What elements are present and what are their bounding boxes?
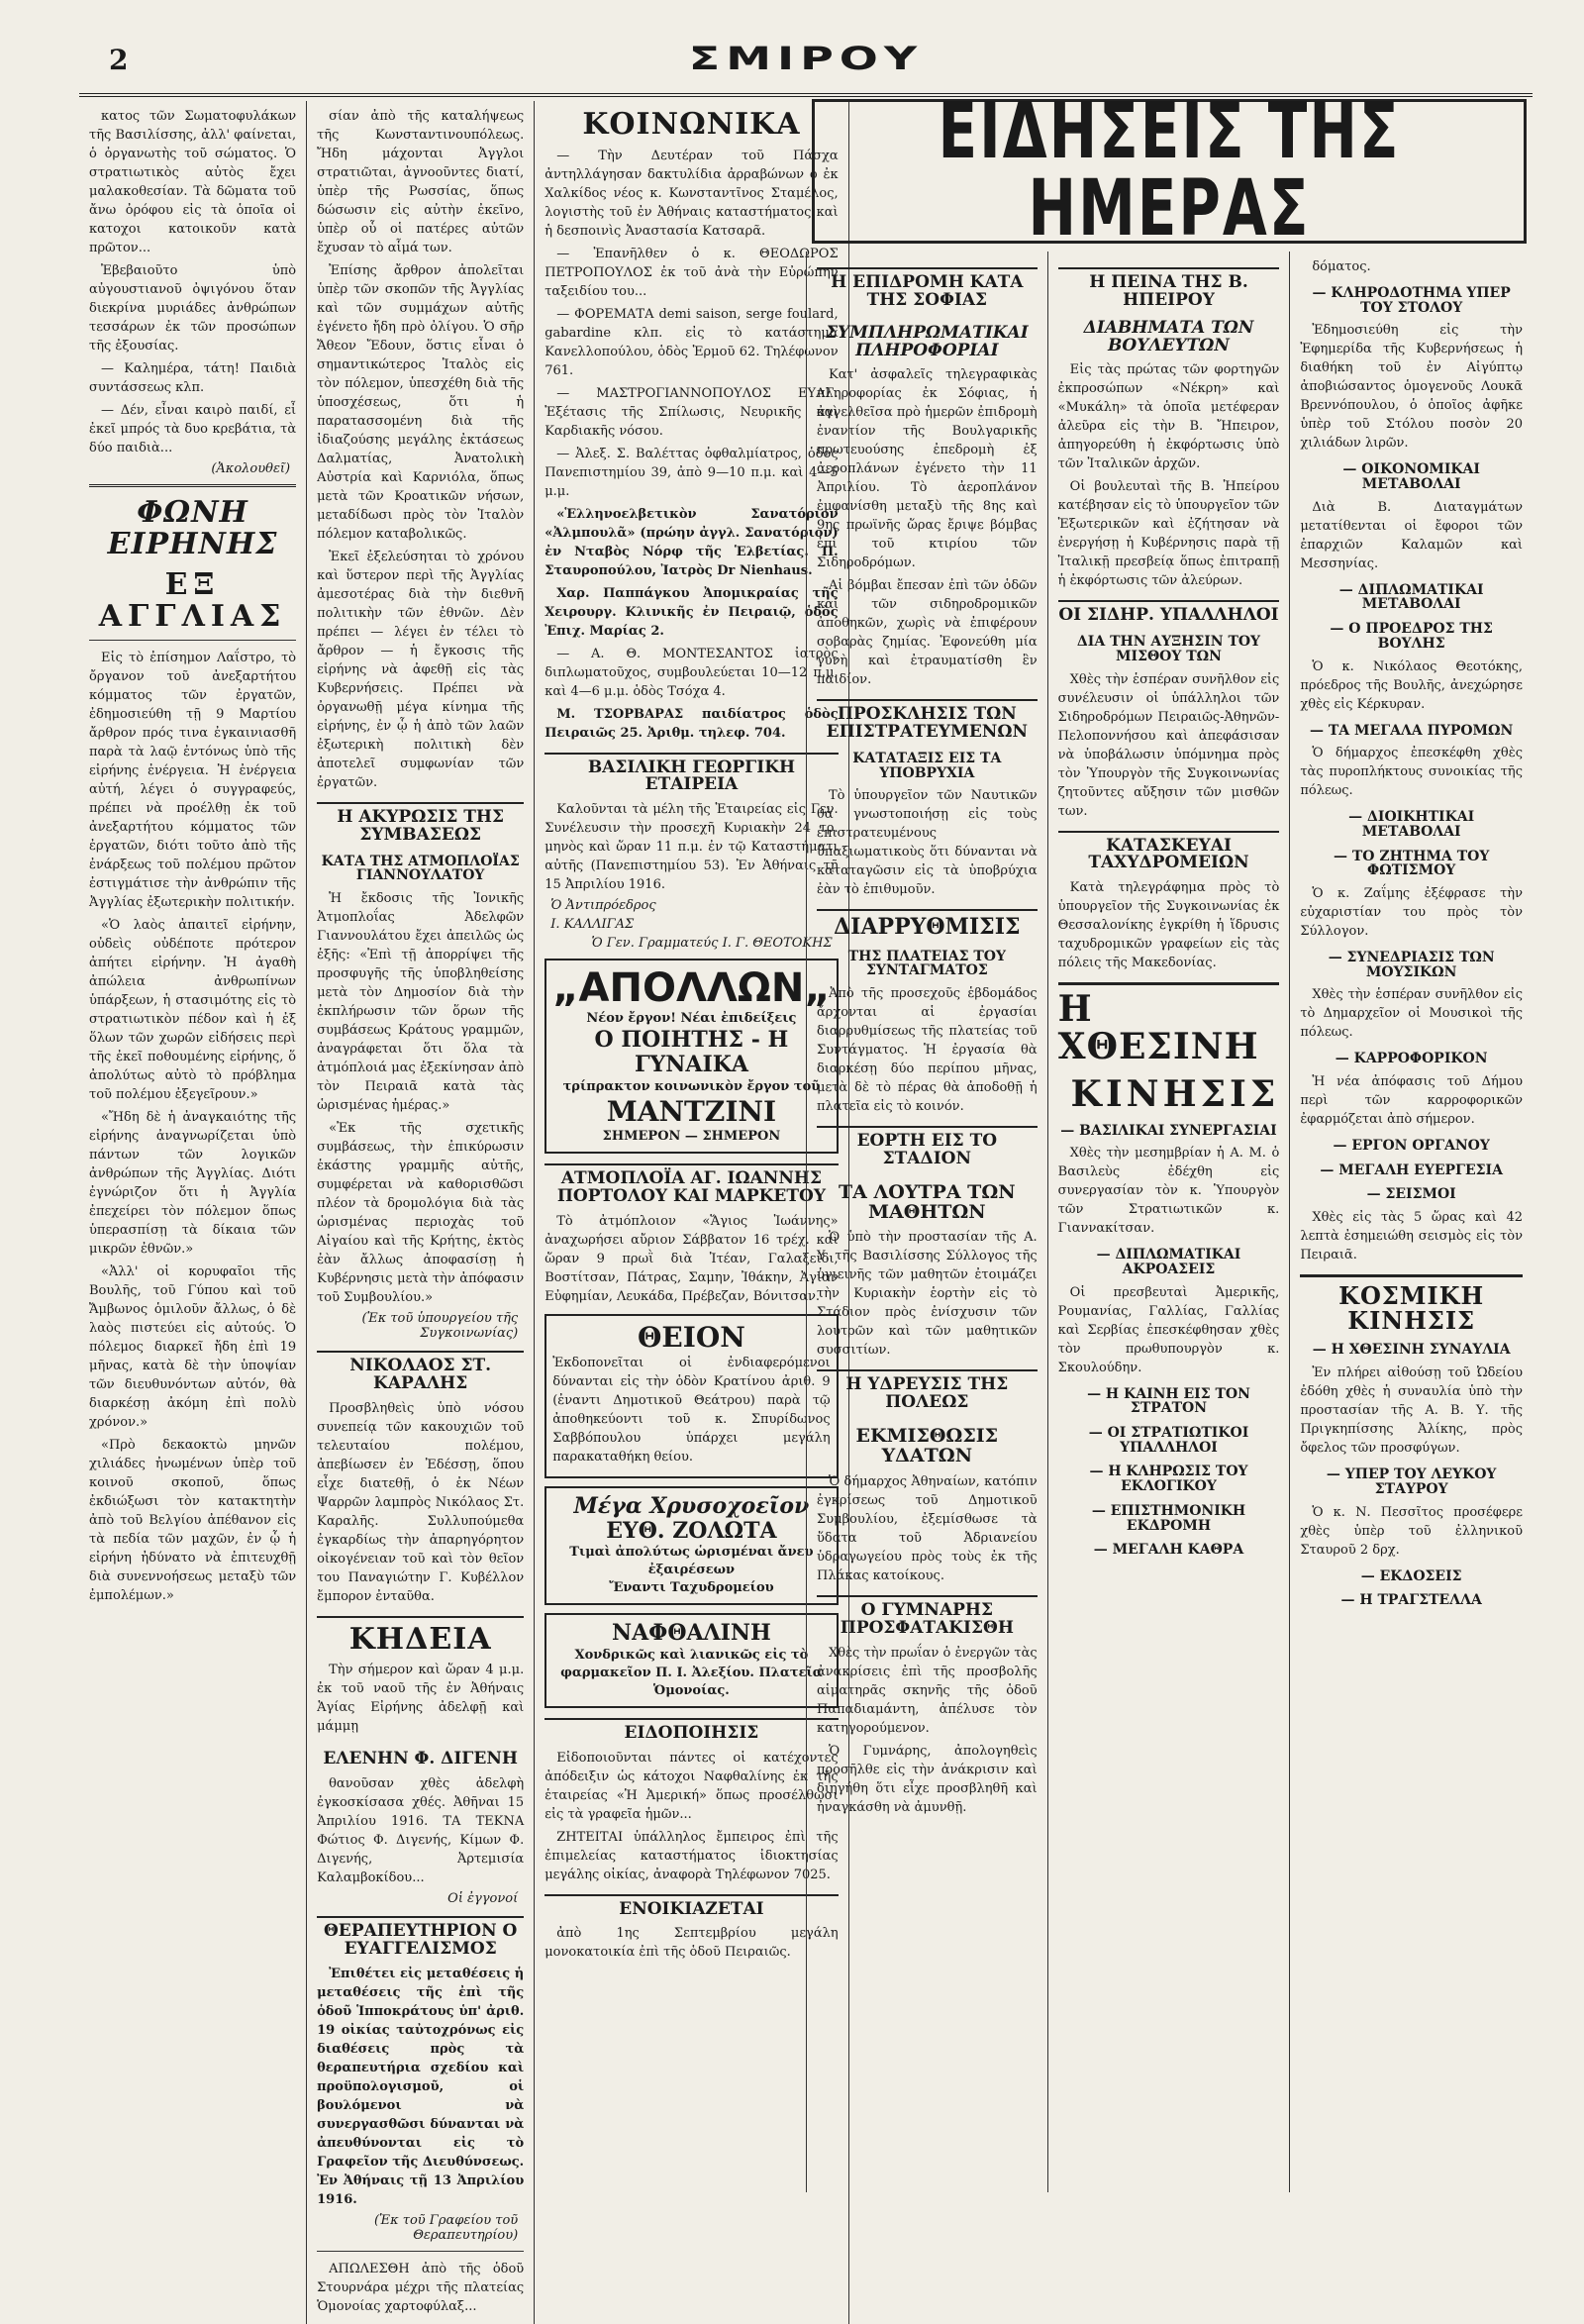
section-klirosis: — Η ΚΛΗΡΩΣΙΣ ΤΟΥ ΕΚΛΟΓΙΚΟΥ [1089, 1464, 1248, 1495]
signature: Οἱ ἐγγονοί [447, 1891, 519, 1907]
article-paragraph: «Ἤδη δὲ ἡ ἀναγκαιότης τῆς εἰρήνης ἀναγνωρίζεται ὑπὸ πάντων τῶν λογικῶν ἀνθρώπων τῆς Ἀγγλίας. Διότι ἐγνώριζον ὅτι ἡ Ἀγγλία ἐπεχείρει τὸν πόλεμον ὅπως ὑπερασπίσῃ τὰ δίκαια τῶν μικρῶν ἐθνῶν.» [89, 1110, 297, 1257]
article-paragraph: Ἀπὸ τῆς προσεχοῦς ἑβδομάδος ἄρχονται αἱ ἐργασίαι διαρρυθμίσεως τῆς πλατείας τοῦ Συντάγματος. Ἡ ἐργασία θὰ διαρκέσῃ δύο περίπου μῆνας, μετὰ δὲ τὸ πέρας θὰ ἀποδοθῇ ἡ πλατεῖα εἰς τὸ κοινόν. [817, 985, 1038, 1114]
headline-diarrythmisis: ΔΙΑΡΡΥΘΜΙΣΙΣ [817, 909, 1038, 939]
article-paragraph: — Δέν, εἶναι καιρὸ παιδί, εἶ ἐκεῖ μπρός τὰ δυο κρεβάτια, τὰ δύο παιδιὰ... [89, 403, 297, 455]
signature: Ὁ Ἀντιπρόεδρος [550, 898, 656, 914]
article-paragraph: ΑΠΩΛΕΣΘΗ ἀπὸ τῆς ὁδοῦ Στουρνάρα μέχρι τῆς πλατείας Ὁμονοίας χαρτοφύλαξ... [317, 2261, 525, 2314]
subheadline-akyrosis: ΚΑΤΑ ΤΗΣ ΑΤΜΟΠΛΟΪΑΣ ΓΙΑΝΝΟΥΛΑΤΟΥ [321, 853, 520, 884]
paper-name: ΣΜΙΡΟΥ [688, 40, 924, 77]
headline-prosklisis: ΠΡΟΣΚΛΗΣΙΣ ΤΩΝ ΕΠΙΣΤΡΑΤΕΥΜΕΝΩΝ [817, 699, 1038, 742]
headline-kataskevi: ΚΑΤΑΣΚΕΥΑΙ ΤΑΧΥΔΡΟΜΕΙΩΝ [1058, 831, 1280, 873]
social-item: — ΜΑΣΤΡΟΓΙΑΝΝΟΠΟΥΛΟΣ ΕΥΑΓ. Ἐξέτασις τῆς Σπίλωσις, Νευρικῆς καὶ Καρδιακῆς νόσου. [544, 385, 839, 439]
article-paragraph: Ὁ κ. Ζαΐμης ἐξέφρασε τὴν εὐχαριστίαν του πρὸς τὸν Σύλλογον. [1300, 885, 1523, 939]
article-paragraph: «Ἐκ τῆς σχετικῆς συμβάσεως, τὴν ἐπικύρωσιν ἑκάστης γραμμῆς αὐτῆς, συμφέρεται νὰ καθορισθῶσι πλέον τὰ δρομολόγια διὰ τὰς ὡρισμένας περιοχὰς τοῦ Αἰγαίου καὶ τῆς Κρήτης, ἐκτὸς ἐὰν ἄλλως ἀποφασίσῃ ἡ Κυβέρνησις μετὰ τὴν ἀπόφασιν τοῦ Συμβουλίου.» [317, 1121, 525, 1306]
signature: Ὁ Γεν. Γραμματεύς Ι. Γ. ΘΕΟΤΟΚΗΣ [591, 936, 833, 952]
subheadline-loutra: ΤΑ ΛΟΥΤΡΑ ΤΩΝ ΜΑΘΗΤΩΝ [839, 1180, 1016, 1223]
headline-koinonika: ΚΟΙΝΩΝΙΚΑ [582, 107, 801, 142]
ad-play-title: Ο ΠΟΙΗΤΗΣ - Η ΓΥΝΑΙΚΑ [594, 1027, 789, 1078]
continued-note: (Ἀκολουθεῖ) [211, 461, 291, 476]
column-2 [307, 101, 535, 2324]
headline-karalis: ΝΙΚΟΛΑΟΣ ΣΤ. ΚΑΡΑΛΗΣ [317, 1351, 524, 1393]
headline-sidir: ΟΙ ΣΙΔΗΡ. ΥΠΑΛΛΗΛΟΙ [1058, 600, 1280, 625]
section-epistimoniki: — ΕΠΙΣΤΗΜΟΝΙΚΗ ΕΚΔΡΟΜΗ [1091, 1502, 1246, 1534]
ad-title: „ΑΠΟΛΛΩΝ„ [552, 965, 831, 1012]
subheadline-sidir: ΔΙΑ ΤΗΝ ΑΥΞΗΣΙΝ ΤΟΥ ΜΙΣΘΟΥ ΤΩΝ [1076, 634, 1261, 664]
article-paragraph: Εἰς τὸ ἐπίσημον Λαΐστρο, τὸ ὄργανον τοῦ ἀνεξαρτήτου κόμματος τῶν ἐργατῶν, ἐδημοσιεύθη τῇ 9 Μαρτίου ἄρθρον πρός τινα ἐγκαινιασθῆ παρὰ τὰ λαῷ ἐντόνως ὑπὸ τῆς εἰρήνης ἐνέργεια. Ἡ ἐνέργεια αὐτή, λέγει ὁ συγγραφεύς, πρέπει νὰ προέλθῃ ἐκ τοῦ ἀνεξαρτήτου κόμματος τῶν ἐργατῶν, διότι τοῦτο ἀπὸ τῆς ἐνάρξεως τοῦ πολέμου πρῶτον ἐστιγμάτισε τὴν ἀνθρώπιν τῆς Ἀγγλίας ἐξωτερικὴν πολιτικήν. [89, 651, 297, 910]
article-paragraph: Χθὲς τὴν ἑσπέραν συνῆλθον εἰς συνέλευσιν οἱ ὑπάλληλοι τῶν Σιδηροδρόμων Πειραιῶς-Ἀθηνῶν-Πελοποννήσου καὶ ἀπεφάσισαν νὰ ὑποβάλωσιν ὑπόμνημα πρὸς τὸν Ὑπουργὸν τῆς Συγκοινωνίας ζητοῦντες αὔξησιν τῶν μισθῶν των. [1057, 671, 1280, 819]
article-paragraph: Προσβληθεὶς ὑπὸ νόσου συνεπείᾳ τῶν κακουχιῶν τοῦ τελευταίου πολέμου, ἀπεβίωσεν ἐν Ἐδέσσῃ, ὅπου εἶχε διατεθῇ, ὁ ἐκ Νέων Ψαρρῶν λαμπρὸς Νικόλαος Στ. Καραλῆς. Συλλυπούμεθα ἐγκαρδίως τὴν ἀπαρηγόρητον οἰκογένειαν τοῦ καὶ τὸν θεῖον του Παναγιώτην Γ. Κυβέλλον ἔμπορον ἐνταῦθα. [317, 1400, 525, 1604]
headline-peina: Η ΠΕΙΝΑ ΤΗΣ Β. ΗΠΕΙΡΟΥ [1058, 267, 1280, 310]
naphthalene-ad [544, 1613, 838, 1707]
subheadline-symplirom: ΣΥΜΠΛΗΡΩΜΑΤΙΚΑΙ ΠΛΗΡΟΦΟΡΙΑΙ [825, 322, 1029, 360]
article-paragraph: Ὁ ὑπὸ τὴν προστασίαν τῆς Α. Υ. τῆς Βασιλίσσης Σύλλογος τῆς ὑγιεινῆς τῶν μαθητῶν ἐτοιμάζει τὴν Κυριακὴν ἑορτὴν εἰς τὸ Στάδιον πρὸς ἐνίσχυσιν τῶν λουτρῶν καὶ τῶν μαθητικῶν συσσιτίων. [817, 1230, 1038, 1359]
article-paragraph: Χθὲς εἰς τὰς 5 ὥρας καὶ 42 λεπτὰ ἐσημειώθη σεισμὸς εἰς τὸν Πειραιᾶ. [1300, 1210, 1523, 1263]
article-paragraph: Ἡ ἔκδοσις τῆς Ἰονικῆς Ἀτμοπλοΐας Ἀδελφῶν Γιαννουλάτου ἔχει ἀπειλῶς ὡς ἑξῆς: «Ἐπὶ τῇ ἀπορρίψει τῆς προσφυγῆς τῆς ὑποβληθείσης μετὰ τὸν Δημοσίον διὰ τὴν ἐκπλήρωσιν τῶν ὅρων τῆς συμβάσεως Κράτους γραμμῶν, ἀναγράφεται ὅτι ὅλα τὰ ἀτμόπλοιά μας ἐξεκίνησαν ἀπὸ τὸν Πειραιᾶ κατὰ τὰς ὡρισμένας ἡμέρας.» [317, 891, 525, 1114]
ad-title: ΘΕΙΟΝ [638, 1320, 745, 1354]
headline-atmoploia: ΑΤΜΟΠΛΟΪΑ ΑΓ. ΙΩΑΝΝΗΣ ΠΟΡΤΟΛΟΥ ΚΑΙ ΜΑΡΚΕΤΟΥ [544, 1163, 838, 1206]
headline-kosmiki: ΚΟΣΜΙΚΗ ΚΙΝΗΣΙΣ [1300, 1274, 1523, 1333]
article-paragraph: Ἐδημοσιεύθη εἰς τὴν Ἐφημερίδα τῆς Κυβερνήσεως ἡ διαθήκη τοῦ ἐν Αἰγύπτῳ ἀποβιώσαντος ὁμογενοῦς Λουκᾶ Βρεννόπουλου, ὁ ὁποῖος ἀφῆκε ὑπὲρ τοῦ Στόλου ποσὸν 20 χιλιάδων λιρῶν. [1300, 323, 1523, 452]
ad-author: ΜΑΝΤΖΙΝΙ [606, 1094, 777, 1128]
article-paragraph: «Πρὸ δεκαοκτὼ μηνῶν χιλιάδες ἠνωμένων ὑπὲρ τοῦ κοινοῦ σκοποῦ, ὅπως ἐκδιώξωσι τὸν κατακτητὴν ἀπὸ τοῦ Βελγίου ἀπέθανον εἰς τὰ πεδία τῶν μαχῶν, ἐν ᾧ ἡ εἰρήνη ἠδύνατο νὰ ἐπιτευχθῇ διὰ συνεννοήσεως μεταξὺ τῶν ἐμπολέμων.» [89, 1438, 297, 1603]
column-4-content [806, 252, 1048, 2192]
section-proedros: — Ο ΠΡΟΕΔΡΟΣ ΤΗΣ ΒΟΥΛΗΣ [1330, 621, 1493, 652]
article-paragraph: «Ὁ λαὸς ἀπαιτεῖ εἰρήνην, οὐδεὶς οὐδέποτε πρότερον ἀπήτει εἰρήνην. Ἡ ἀγαθὴ ἀπώλεια ἀνθρωπίνων ὑπάρξεων, ἡ στασιμότης εἰς τὸ στρατιωτικὸν πέδον καὶ ἡ ἐξ ὅλων τῶν χωρῶν εἰδήσεις περὶ τῆς ἐκεῖ ποθουμένης εἰρήνης, ὅ ἀπολύτως αὐτὸ τὸ πρόβλημα τοῦ πολέμου ἐξεγεῖρουν.» [89, 918, 297, 1102]
article-paragraph: Ἐν πλήρει αἰθούσῃ τοῦ Ὠδείου ἐδόθη χθὲς ἡ συναυλία ὑπὸ τὴν προστασίαν τῆς Α. Β. Υ. τῆς Πριγκηπίσσης Ἀλίκης, πρὸς ὄφελος τῶν προσφύγων. [1300, 1365, 1523, 1457]
subheadline-ekmisthosis: ΕΚΜΙΣΘΩΣΙΣ ΥΔΑΤΩΝ [855, 1425, 999, 1467]
right-region [806, 84, 1533, 2149]
article-paragraph: Ὁ κ. Ν. Πεσσῖτος προσέφερε χθὲς ὑπὲρ τοῦ ἐλληνικοῦ Σταυροῦ 2 δρχ. [1300, 1504, 1523, 1558]
source-note: (Ἐκ τοῦ Γραφείου τοῦ Θεραπευτηρίου) [373, 2212, 519, 2243]
article-paragraph: Ἐπίσης ἄρθρον ἀπολεῖται ὑπὲρ τῶν σκοπῶν τῆς Ἀγγλίας καὶ τῶν συμμάχων αὐτῆς ἐγένετο ἤδη πρὸ ὀλίγου. Ὁ σῆρ Ἄθεον Ἔδουν, ὅστις εἶναι ὁ σημαντικώτερος Ἰταλὸς εἰς τὸν πόλεμον, ὑπεσχέθη διὰ τῆς ὑποσχέσεως, ὅτι ἡ παρατασσομένη διὰ τῆς ἰδιαζούσης μεγάλης ἐκτάσεως Δαλματίας, Ἀνατολικὴ Αὐστρία καὶ Καρνιόλα, ὅπως μετὰ τῶν Κροατικῶν νήσων, μεταδίδωσι πρὸς τὸν Ἰταλὸν πόλεμον καταβολικῶς. [317, 263, 525, 542]
column-1 [79, 101, 307, 2324]
section-seismoi: — ΣΕΙΣΜΟΙ [1366, 1186, 1456, 1203]
ad-line: Χονδρικῶς καὶ λιανικῶς εἰς τὸ φαρμακεῖον Π. Ι. Ἀλεξίου. Πλατεῖα Ὁμονοίας. [560, 1647, 823, 1698]
section-euergesia: — ΜΕΓΑΛΗ ΕΥΕΡΓΕΣΙΑ [1320, 1162, 1503, 1178]
article-paragraph: Τὸ ὑπουργεῖον τῶν Ναυτικῶν θὰ γνωστοποιήσῃ εἰς τοὺς ἐπιστρατευμένους ὑπαξιωματικοὺς ὅτι δύνανται νὰ καταταγῶσιν εἰς τὰ ὑποβρύχια ἐὰν τὸ ἐπιθυμοῦν. [817, 788, 1038, 898]
social-item: — Ἐπανῆλθεν ὁ κ. ΘΕΟΔΩΡΟΣ ΠΕΤΡΟΠΟΥΛΟΣ ἐκ τοῦ ἀνὰ τὴν Εὐρώπην ταξειδίου του... [544, 246, 839, 299]
jeweller-ad [544, 1486, 838, 1606]
notice-text: Καλοῦνται τὰ μέλη τῆς Ἑταιρείας εἰς Γεν. Συνέλευσιν τὴν προσεχῆ Κυριακὴν 24 τρ. μηνὸς καὶ ὥραν 11 π.μ. ἐν τῷ Καταστήματι αὐτῆς (Πανεπιστημίου 53). Ἐν Ἀθήναις τῇ 15 Ἀπριλίου 1916. [544, 802, 839, 893]
article-paragraph: Κατ' ἀσφαλεῖς τηλεγραφικὰς πληροφορίας ἐκ Σόφιας, ἡ ἀγγελθεῖσα πρὸ ἡμερῶν ἐπιδρομὴ ἐναντίον τῆς Βουλγαρικῆς πρωτευούσης ἐπεδρομὴ ἐξ ἀεροπλάνων ἐγένετο τὴν 11 Ἀπριλίου. Τὸ ἀεροπλάνον ἐμφανίσθη μεταξὺ τῆς 8ης καὶ 9ης πρωϊνῆς ὥρας ἔριψε βόμβας ἐπὶ τοῦ κτιρίου τῶν Σιδηροδρόμων. [817, 367, 1038, 571]
article-paragraph: Ἐπιθέτει εἰς μεταθέσεις ἡ μεταθέσεις τῆς ἐπὶ τῆς ὁδοῦ Ἱπποκράτους ὑπ' ἀριθ. 19 οἰκίας ταὐτοχρόνως εἰς διαθέσεις πρὸς τὰ θεραπευτήρια σχεδίου καὶ προϋπολογισμοῦ, οἱ βουλόμενοι νὰ συνεργασθῶσι δύνανται νὰ ἀπευθύνονται εἰς τὸ Γραφεῖον τῆς Διευθύνσεως. Ἐν Ἀθήναις τῇ 13 Ἀπριλίου 1916. [317, 1966, 525, 2207]
article-paragraph: Χθὲς τὴν πρωΐαν ὁ ἐνεργῶν τὰς ἀνακρίσεις ἐπὶ τῆς προσβολῆς αἱματηρᾶς σκηνῆς τῆς ὁδοῦ Παπαδιαμάντη, ἀπέλυσε τὸν κατηγορούμενον. [817, 1645, 1038, 1736]
article-paragraph: Οἱ πρεσβευταὶ Ἀμερικῆς, Ρουμανίας, Γαλλίας, Γαλλίας καὶ Σερβίας ἐπεσκέφθησαν χθὲς τὸν πρωθυπουργὸν κ. Σκουλούδην. [1057, 1284, 1280, 1375]
social-item: — ΦΟΡΕΜΑΤΑ demi saison, serge foulard, gabardine κλπ. εἰς τὸ κατάστημα Κανελλοπούλου, ὁδὸς Ἑρμοῦ 62. Τηλέφωνον 761. [544, 306, 839, 378]
subheadline-prosklisis: ΚΑΤΑΤΑΞΙΣ ΕΙΣ ΤΑ ΥΠΟΒΡΥΧΙΑ [852, 751, 1002, 781]
article-paragraph: Ὁ κ. Νικόλαος Θεοτόκης, πρόεδρος τῆς Βουλῆς, ἀνεχώρησε χθὲς εἰς Κέρκυραν. [1300, 658, 1523, 712]
ad-title: Μέγα Χρυσοχοεῖον [573, 1492, 810, 1519]
article-paragraph: Ἐβεβαιοῦτο ὑπὸ αὐγουστιανοῦ ὀψιγόνου ὅταν διεκρίνα μυριάδες ἀνθρώπων τεσσάρων ἐκ τῶν προσώπων τῆς ἐξουσίας. [89, 263, 297, 354]
divider [89, 484, 296, 487]
social-item: — Α. Θ. ΜΟΝΤΕΣΑΝΤΟΣ ἰατρὸς διπλωματοῦχος, συμβουλεύεται 10—12 π.μ. καὶ 4—6 μ.μ. ὁδὸς Τσόχα 4. [544, 646, 839, 699]
headline-phoni-eirinis: ΦΩΝΗ ΕΙΡΗΝΗΣ [107, 495, 278, 561]
headline-epidromi: Η ΕΠΙΔΡΟΜΗ ΚΑΤΑ ΤΗΣ ΣΟΦΙΑΣ [817, 267, 1038, 310]
divider [89, 640, 296, 641]
ad-subtitle: τρίπρακτον κοινωνικὸν ἔργον τοῦ [562, 1078, 821, 1094]
section-karroforikon: — ΚΑΡΡΟΦΟΡΙΚΟΝ [1335, 1051, 1488, 1067]
section-leukos-stavros: — ΥΠΕΡ ΤΟΥ ΛΕΥΚΟΥ ΣΤΑΥΡΟΥ [1326, 1466, 1497, 1497]
headline-eorti: ΕΟΡΤΗ ΕΙΣ ΤΟ ΣΤΑΔΙΟΝ [817, 1126, 1038, 1168]
section-kaini: — Η ΚΑΙΝΗ ΕΙΣ ΤΟΝ ΣΤΡΑΤΟΝ [1087, 1385, 1250, 1417]
headline-kidia: ΚΗΔΕΙΑ [317, 1616, 524, 1656]
article-paragraph: σίαν ἀπὸ τῆς καταλήψεως τῆς Κωνσταντινουπόλεως. Ἤδη μάχονται Ἀγγλοι στρατιῶται, ἀγνοοῦντες διατί, ὑπὲρ τῆς Ρωσσίας, ὅπως δώσωσιν εἰς αὐτὴν ἐκεῖνο, ὑπὲρ οὗ οἱ πατέρες αὐτῶν ἔχυσαν τὸ αἷμά των. [317, 109, 525, 255]
article-paragraph: Ὁ δήμαρχος Ἀθηναίων, κατόπιν ἐγκρίσεως τοῦ Δημοτικοῦ Συμβουλίου, ἐξεμίσθωσε τὰ ὕδατα τοῦ Ἀδριανείου ὑδραγωγείου πρὸς τοὺς ἐκ τῆς Πλάκας κατοίκους. [817, 1474, 1038, 1584]
subheadline-diavimata: ΔΙΑΒΗΜΑΤΑ ΤΩΝ ΒΟΥΛΕΥΤΩΝ [1083, 317, 1254, 355]
notice-text: ΖΗΤΕΙΤΑΙ ὑπάλληλος ἔμπειρος ἐπὶ τῆς ἐπιμελείας καταστήματος ἰδιοκτησίας μεγάλης οἰκίας, ἀναφορὰ Τηλέφωνον 7025. [544, 1829, 839, 1882]
banner-headline [812, 84, 1527, 254]
section-synavlia: — Η ΧΘΕΣΙΝΗ ΣΥΝΑΥΛΙΑ [1312, 1342, 1511, 1359]
deceased-name: ΕΛΕΝΗΝ Φ. ΔΙΓΕΝΗ [323, 1749, 518, 1769]
article-paragraph: — Καλημέρα, τάτη! Παιδιὰ συντάσσεως κλπ. [89, 361, 297, 395]
headline-gymnaris: Ο ΓΥΜΝΑΡΗΣ ΠΡΟΣΦΑΤΑΚΙΣΘΗ [817, 1595, 1038, 1638]
column-3 [535, 101, 848, 2324]
section-oikonomikai: — ΟΙΚΟΝΟΜΙΚΑΙ ΜΕΤΑΒΟΛΑΙ [1342, 461, 1480, 493]
article-paragraph: Εἰς τὰς πρώτας τῶν φορτηγῶν ἐκπροσώπων «Νέκρη» καὶ «Μυκάλη» τὰ ὁποῖα μετέφεραν ἀλεῦρα εἰς τὴν Β. Ἤπειρον, ἀπηγορεύθη ἡ ἐκφόρτωσις ὑπὸ τῶν Ἰταλικῶν ἀρχῶν. [1057, 362, 1280, 472]
notice-text: Τὸ ἀτμόπλοιον «Ἅγιος Ἰωάννης» ἀναχωρήσει αὔριον Σάββατον 16 τρέχ. καὶ ὥραν 9 πρωῒ διὰ Ἰτέαν, Γαλαξείδι, Βοστίτσαν, Πάτρας, Σαμην, Ἰθάκην, Ἀγίαν Εὐφημίαν, Λευκάδα, Πρέβεζαν, Βόνιτσαν. [544, 1213, 839, 1304]
ad-line: Ἔναντι Ταχυδρομείου [609, 1580, 774, 1596]
article-paragraph: «Ἀλλ' οἱ κορυφαῖοι τῆς Βουλῆς, τοῦ Γύπου καὶ τοῦ Ἄμβωνος ὁμιλοῦν ἄλλως, ὁ δὲ λαὸς πιστεύει εἰς αὐτούς. Ὁ πόλεμος διαρκεῖ ἤδη ἐπὶ 19 μῆνας, κατὰ δὲ τὴν ὑποψίαν τῶν διευθυνόντων αὐτόν, θὰ διαρκέσῃ ἀκόμη ἐπὶ πολὺ χρόνον.» [89, 1264, 297, 1430]
column-5-content [1048, 252, 1291, 2192]
section-dioikitikai: — ΔΙΟΙΚΗΤΙΚΑΙ ΜΕΤΑΒΟΛΑΙ [1348, 809, 1475, 840]
article-paragraph: Αἱ βόμβαι ἔπεσαν ἐπὶ τῶν ὁδῶν καὶ τῶν σιδηροδρομικῶν ἀποθηκῶν, χωρὶς νὰ ἐπιφέρουν σοβαρὰς ζημίας. Ἐφονεύθη μία γυνὴ καὶ ἐτραυματίσθη ἓν παιδίον. [817, 578, 1038, 688]
section-fotismos: — ΤΟ ΖΗΤΗΜΑ ΤΟΥ ΦΩΤΙΣΜΟΥ [1334, 848, 1490, 879]
divider [317, 2251, 524, 2252]
article-paragraph: δόματος. [1312, 259, 1371, 274]
ad-line: Τιμαὶ ἀπολύτως ὡρισμέναι ἄνευ ἐξαιρέσεων [569, 1545, 814, 1578]
article-paragraph: Ὁ δήμαρχος ἐπεσκέφθη χθὲς τὰς πυροπλήκτους συνοικίας τῆς πόλεως. [1300, 746, 1523, 799]
article-paragraph: Ὁ Γυμνάρης, ἀπολογηθεὶς προσῆλθε εἰς τὴν ἀνάκρισιν καὶ διηγήθη ὅτι εἶχε προσβληθῆ καὶ ἠναγκάσθη νὰ ἀμυνθῇ. [817, 1743, 1038, 1815]
section-stratiotikoi: — ΟΙ ΣΤΡΑΤΙΩΤΙΚΟΙ ΥΠΑΛΛΗΛΟΙ [1088, 1425, 1249, 1456]
article-paragraph: θανοῦσαν χθὲς ἀδελφὴ ἐγκοσκίσασα χθές. Ἀθῆναι 15 Ἀπριλίου 1916. ΤΑ ΤΕΚΝΑ Φώτιος Φ. Διγενής, Κίμων Φ. Διγενής, Ἀρτεμισία Καλαμβοκίδου... [317, 1776, 525, 1886]
headline-akyrosis: Η ΑΚΥΡΩΣΙΣ ΤΗΣ ΣΥΜΒΑΣΕΩΣ [317, 802, 524, 845]
section-pyromon: — ΤΑ ΜΕΓΑΛΑ ΠΥΡΟΜΩΝ [1310, 722, 1514, 739]
section-diplomatikai: — ΔΙΠΛΩΜΑΤΙΚΑΙ ΑΚΡΟΑΣΕΙΣ [1096, 1247, 1241, 1278]
article-paragraph: Χθὲς τὴν ἑσπέραν συνῆλθον εἰς τὸ Δημαρχεῖον οἱ Μουσικοὶ τῆς πόλεως. [1300, 987, 1523, 1041]
article-paragraph: Κατὰ τηλεγράφημα πρὸς τὸ ὑπουργεῖον τῆς Συγκοινωνίας ἐκ Θεσσαλονίκης ἐγκρίθη ἡ ἵδρυσις ταχυδρομικῶν γραφείων εἰς τὰς πόλεις τῆς Μακεδονίας. [1057, 880, 1280, 971]
article-paragraph: κατος τῶν Σωματοφυλάκων τῆς Βασιλίσσης, ἀλλ' φαίνεται, ὁ ὀργανωτὴς τοῦ σώματος. Ὁ στρατιωτικὸς αὐτὸς ἔχει μαλακοθεσίαν. Τὰ δῶματα τοῦ ἄνω ὀρόφου εἰς τὰ ὁποῖα οἱ κατοχοι κατοικοῦν κατὰ πρῶτον... [89, 109, 297, 255]
article-paragraph: Τὴν σήμερον καὶ ὥραν 4 μ.μ. ἐκ τοῦ ναοῦ τῆς ἐν Ἀθήναις Ἁγίας Εἰρήνης ἀδελφῇ καὶ μάμμῃ [317, 1663, 525, 1735]
article-paragraph: Διὰ Β. Διαταγμάτων μετατίθενται οἱ ἔφοροι τῶν ἐπαρχιῶν Καλαμῶν καὶ Μεσσηνίας. [1300, 499, 1523, 571]
column-6-content [1290, 252, 1533, 2192]
article-paragraph: Ἡ νέα ἀπόφασις τοῦ Δήμου περὶ τῶν καρροφορικῶν ἐφαρμόζεται ἀπὸ σήμερον. [1300, 1074, 1523, 1127]
article-paragraph: Ἐκεῖ ἐξελεύσηται τὸ χρόνου καὶ ὕστερον περὶ τῆς Ἀγγλίας ἀμεσοτέρας διὰ τὴν διεθνῆ πολιτικὴν τῶν ἐθνῶν. Δὲν πρέπει — λέγει ἐν τέλει τὸ ἄρθρον — ἡ ἔγκοσις τῆς εἰρήνης νὰ ἀφεθῇ εἰς τὰς Κυβερνήσεις. Πρέπει νὰ ὀργανωθῇ μέγα κίνημα τῆς εἰρήνης, ἐν ᾧ ἡ ἀπὸ τῶν λαῶν ἐξωτερικὴ πολιτικὴ δὲν ἀποτελεῖ συμφωνίαν τῶν ἐργατῶν. [317, 550, 525, 790]
section-ekdoseis: — ΕΚΔΟΣΕΙΣ [1360, 1567, 1462, 1584]
social-item: Χαρ. Παππάγκου Ἀπομικραίας τῆς Χειρουργ. Κλινικῆς ἐν Πειραιῷ, ὁδὸς Ἐπιχ. Μαρίας 2. [544, 585, 839, 639]
section-ergon: — ΕΡΓΟΝ ΟΡΓΑΝΟΥ [1333, 1138, 1490, 1154]
right-columns [806, 252, 1533, 2192]
social-item: Μ. ΤΣΟΡΒΑΡΑΣ παιδίατρος ὁδὸς Πειραιῶς 25. Ἀριθμ. τηλεφ. 704. [544, 706, 839, 741]
social-item: — Ἀλεξ. Σ. Βαλέττας ὀφθαλμίατρος, ὁδὸς Πανεπιστημίου 39, ἀπὸ 9—10 π.μ. καὶ 4—5 μ.μ. [544, 446, 839, 499]
signature: Ι. ΚΑΛΛΙΓΑΣ [550, 917, 635, 933]
notice-text: Εἰδοποιοῦνται πάντες οἱ κατέχοντες ἀπόδειξιν ὡς κάτοχοι Ναφθαλίνης ἐκ τῆς ἑταιρείας «Ἡ Ἀμερική» ὅπως προσέλθωσι εἰς τὰ γραφεῖα ἡμῶν... [544, 1750, 839, 1822]
subheadline-diarrythmisis: ΤΗΣ ΠΛΑΤΕΙΑΣ ΤΟΥ ΣΥΝΤΑΓΜΑΤΟΣ [847, 948, 1006, 979]
social-item: «Ἑλληνοελβετικὸν Σανατόριον «Ἀλμπουλᾶ» (πρώην ἀγγλ. Σανατόριον) ἐν Νταβὸς Νόρφ τῆς Ἑλβετίας. Π. Σταυροπούλου, Ἰατρὸς Dr Nienhaus. [544, 506, 839, 578]
article-paragraph: Χθὲς τὴν μεσημβρίαν ἡ Α. Μ. ὁ Βασιλεὺς ἐδέχθη εἰς συνεργασίαν τὸν κ. Ὑπουργὸν τῶν Στρατιωτικῶν κ. Γιαννακίτσαν. [1057, 1146, 1280, 1237]
ad-subtitle: Νέον ἔργον! Νέαι ἐπιδείξεις [586, 1011, 797, 1027]
ad-name: ΕΥΘ. ΖΟΛΩΤΑ [606, 1518, 777, 1545]
headline-enoikiazetai: ΕΝΟΙΚΙΑΖΕΤΑΙ [544, 1894, 838, 1919]
notice-text: ἀπὸ 1ης Σεπτεμβρίου μεγάλη μονοκατοικία ἐπὶ τῆς ὁδοῦ Πειραιῶς. [544, 1926, 839, 1961]
ad-title: ΝΑΦΘΑΛΙΝΗ [612, 1620, 771, 1647]
article-paragraph: Οἱ βουλευταὶ τῆς Β. Ἠπείρου κατέβησαν εἰς τὸ ὑπουργεῖον τῶν Ἐξωτερικῶν καὶ ἐζήτησαν νὰ ἐνεργήσῃ ἡ Κυβέρνησις παρὰ τῇ Ἰταλικῇ πρεσβείᾳ ὅπως ἐπιτραπῇ ἡ ἐκφόρτωσις τῶν ἀλεύρων. [1057, 479, 1280, 589]
section-megali: — ΜΕΓΑΛΗ ΚΑΘΡΑ [1093, 1542, 1244, 1559]
section-klirodotima: — ΚΛΗΡΟΔΟΤΗΜΑ ΥΠΕΡ ΤΟΥ ΣΤΟΛΟΥ [1312, 285, 1511, 316]
headline-ex-anglias: ΕΞ ΑΓΓΛΙΑΣ [98, 567, 287, 634]
headline-eidopoiisis: ΕΙΔΟΠΟΙΗΣΙΣ [544, 1718, 838, 1743]
headline-xthesini: Η ΧΘΕΣΙΝΗ [1058, 982, 1280, 1066]
section-tragstella: — Η ΤΡΑΓΣΤΕΛΛΑ [1340, 1592, 1482, 1609]
theion-ad [544, 1314, 838, 1478]
ad-when: ΣΗΜΕΡΟΝ — ΣΗΜΕΡΟΝ [602, 1128, 781, 1144]
headline-ydrefsis: Η ΥΔΡΕΥΣΙΣ ΤΗΣ ΠΟΛΕΩΣ [817, 1369, 1038, 1412]
apollon-theatre-ad [544, 959, 838, 1154]
headline-kinisis: ΚΙΝΗΣΙΣ [1070, 1072, 1280, 1115]
section-diplomatikai: — ΔΙΠΛΩΜΑΤΙΚΑΙ ΜΕΤΑΒΟΛΑΙ [1338, 581, 1484, 613]
source-note: (Ἐκ τοῦ ὑπουργείου τῆς Συγκοινωνίας) [361, 1311, 519, 1342]
page-number: 2 [109, 44, 129, 76]
banner-text: ΕΙΔΗΣΕΙΣ ΤΗΣ ΗΜΕΡΑΣ [938, 84, 1401, 254]
section-basilikai: — ΒΑΣΙΛΙΚΑΙ ΣΥΝΕΡΓΑΣΙΑΙ [1060, 1122, 1277, 1139]
ad-text: Ἐκδοπονεῖται οἱ ἐνδιαφερόμενοι δύνανται εἰς τὴν ὁδὸν Κρατίνου ἀριθ. 9 (ἐναντι Δημοτικοῦ Θεάτρου) παρὰ τῷ ἀποθηκεύοντι τοῦ κ. Σπυρίδωνος Σαββόπουλου ὑπάρχει μεγάλη παρακαταθήκη θείου. [552, 1355, 831, 1465]
headline-therapeftirion: ΘΕΡΑΠΕΥΤΗΡΙΟΝ Ο ΕΥΑΓΓΕΛΙΣΜΟΣ [317, 1916, 524, 1959]
headline-georgiki: ΒΑΣΙΛΙΚΗ ΓΕΩΡΓΙΚΗ ΕΤΑΙΡΕΙΑ [544, 753, 838, 795]
section-mousikoi: — ΣΥΝΕΔΡΙΑΣΙΣ ΤΩΝ ΜΟΥΣΙΚΩΝ [1328, 949, 1495, 980]
social-item: — Τὴν Δευτέραν τοῦ Πάσχα ἀντηλλάγησαν δακτυλίδια ἀρραβώνων ὁ ἐκ Χαλκίδος νέος κ. Κωνσταντῖνος Σταμέλος, λογιστὴς τοῦ ἐν Ἀθήναις καταστήματος καὶ ἡ δεσποινὶς Ἀναστασία Κατσαρᾶ. [544, 148, 839, 239]
